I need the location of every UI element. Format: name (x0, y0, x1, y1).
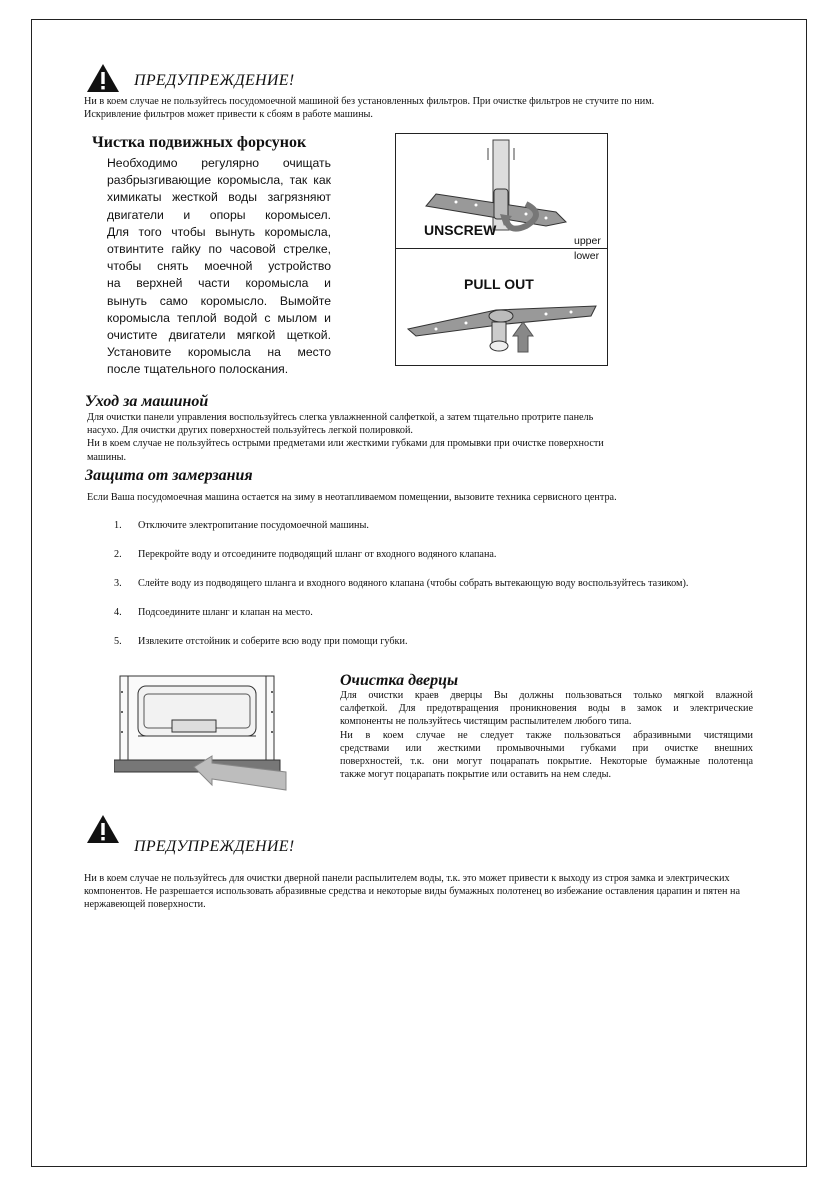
freeze-intro: Если Ваша посудомоечная машина остается на зиму в неотапливаемом помещении, вызовите техника сервисного центра. (87, 492, 617, 503)
spray-arms-text: Необходимо регулярно очищать разбрызгивающие коромысла, так как химикаты жесткой воды загрязняют двигатели и опоры коромысел. Для того чтобы вынуть коромысла, отвинтите гайку по часовой стрелке, чтобы снять моечной устройство на верхней части коромысла и вынуть само коромысло. Вымойте коромысла теплой водой с мылом и очистите двигатели мягкой щеткой. Установите коромысла на место после тщательного полоскания. (107, 156, 331, 377)
section-heading-care: Уход за машиной (85, 393, 209, 410)
care-text: Для очистки панели управления воспользуйтесь слегка увлажненной салфеткой, а затем тщательно протрите панель насухо. Для очистки других поверхностей пользуйтесь легкой полировкой. Ни в коем случае не пользуйтесь острыми предметами или жесткими губками для промывки при очистке поверхности машины. (87, 412, 604, 463)
freeze-step: 3. Слейте воду из подводящего шланга и входного водяного клапана (чтобы собрать вытекающую воду воспользуйтесь тазиком). (114, 578, 689, 589)
warning-triangle-icon (86, 63, 120, 93)
freeze-step: 5. Извлеките отстойник и соберите всю воду при помощи губки. (114, 636, 408, 647)
lower-label: lower (574, 250, 600, 262)
section-heading-spray-arms: Чистка подвижных форсунок (92, 134, 307, 151)
warning-text: Ни в коем случае не пользуйтесь посудомоечной машиной без установленных фильтров. При очистке фильтров не стучите по ним. Искривление фильтров может привести к сбоям в работе машины. (84, 96, 655, 121)
warning-title: ПРЕДУПРЕЖДЕНИЕ! (134, 72, 295, 89)
pull-out-label: PULL OUT (464, 276, 534, 292)
door-text: Для очистки краев дверцы Вы должны пользоваться только мягкой влажной салфеткой. Для предотвращения проникновения воды в замок и электрические компоненты не пользуйтесь чистящим распылителем любого типа. Ни в коем случае не следует также пользоваться абразивными чистящими средствами или жесткими промывочными губками при очистке внешних поверхностей, т.к. они могут поцарапать покрытие. Некоторые бумажные полотенца также могут поцарапать покрытие или оставить на нем следы. (340, 690, 753, 781)
warning-title: ПРЕДУПРЕЖДЕНИЕ! (134, 838, 295, 855)
section-heading-freeze: Защита от замерзания (85, 467, 253, 484)
freeze-step: 1. Отключите электропитание посудомоечной машины. (114, 520, 369, 531)
unscrew-label: UNSCREW (424, 222, 497, 238)
door-illustration (114, 672, 294, 794)
upper-label: upper (574, 235, 601, 247)
warning-text: Ни в коем случае не пользуйтесь для очистки дверной панели распылителем воды, т.к. это может привести к выходу из строя замка и электрических компонентов. Не разрешается использовать абразивные средства и некоторые виды бумажных полотенец во избежание оставления царапин и пятен на нержавеющей поверхности. (84, 873, 741, 911)
freeze-step: 4. Подсоедините шланг и клапан на место. (114, 607, 313, 618)
spray-arm-figure (395, 133, 608, 366)
section-heading-door: Очистка дверцы (340, 672, 459, 689)
freeze-step: 2. Перекройте воду и отсоедините подводящий шланг от входного водяного клапана. (114, 549, 497, 560)
warning-triangle-icon (86, 814, 120, 844)
